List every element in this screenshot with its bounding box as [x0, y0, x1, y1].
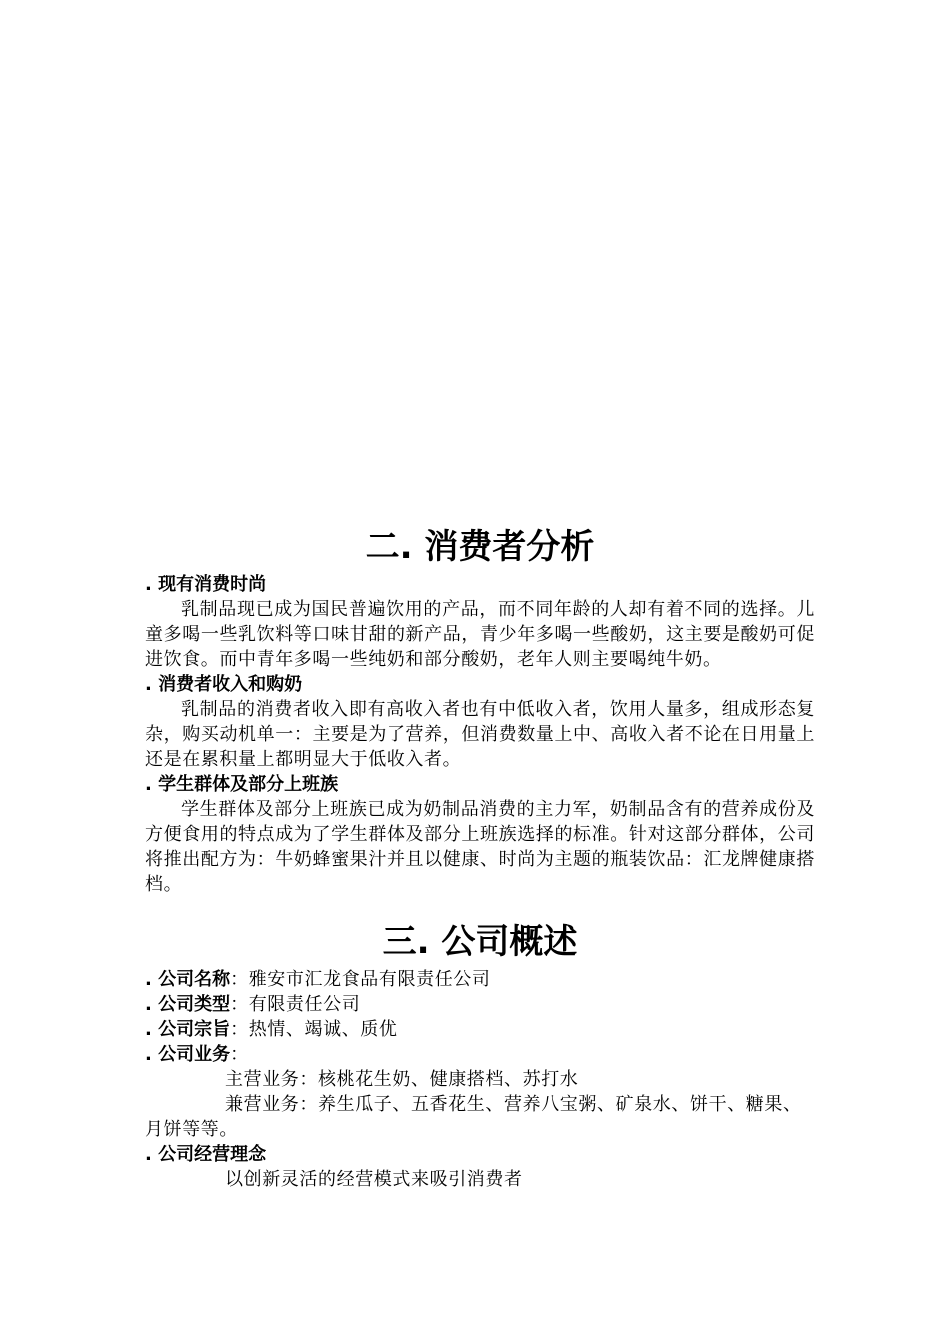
subheading-fashion: . 现有消费时尚 — [145, 574, 267, 595]
subheading-students: . 学生群体及部分上班族 — [145, 774, 339, 795]
company-name-label: . 公司名称 — [145, 969, 231, 990]
company-name-row — [145, 967, 815, 992]
philosophy-text: 以创新灵活的经营模式来吸引消费者 — [225, 1169, 523, 1190]
philosophy-label: . 公司经营理念 — [145, 1144, 267, 1165]
section-3-title: 三. 公司概述 — [382, 922, 578, 962]
company-type-label: . 公司类型 — [145, 994, 231, 1015]
company-purpose-value: ：热情、竭诚、质优 — [230, 1019, 398, 1040]
side-business-line: 兼营业务：养生瓜子、五香花生、营养八宝粥、矿泉水、饼干、糖果、月饼等等。 — [145, 1094, 802, 1140]
company-type-value: ：有限责任公司 — [230, 994, 361, 1015]
company-business-row — [145, 1042, 815, 1067]
philosophy-row — [145, 1142, 815, 1167]
document-page — [145, 522, 815, 1192]
company-purpose-label: . 公司宗旨 — [145, 1019, 231, 1040]
company-type-row — [145, 992, 815, 1017]
paragraph-fashion: 乳制品现已成为国民普遍饮用的产品，而不同年龄的人却有着不同的选择。儿童多喝一些乳饮料等口味甘甜的新产品，青少年多喝一些酸奶，这主要是酸奶可促进饮食。而中青年多喝一些纯奶和部分酸奶，老年人则主要喝纯牛奶。 — [145, 599, 815, 670]
company-name-value: ：雅安市汇龙食品有限责任公司 — [230, 969, 491, 990]
main-business-line: 主营业务：核桃花生奶、健康搭档、苏打水 — [225, 1069, 579, 1090]
company-business-colon: ： — [230, 1044, 249, 1065]
company-purpose-row — [145, 1017, 815, 1042]
section-2-title: 二. 消费者分析 — [365, 527, 595, 567]
company-business-label: . 公司业务 — [145, 1044, 231, 1065]
paragraph-income: 乳制品的消费者收入即有高收入者也有中低收入者，饮用人量多，组成形态复杂，购买动机单一：主要是为了营养，但消费数量上中、高收入者不论在日用量上还是在累积量上都明显大于低收入者。 — [145, 699, 815, 770]
paragraph-students: 学生群体及部分上班族已成为奶制品消费的主力军，奶制品含有的营养成份及方便食用的特点成为了学生群体及部分上班族选择的标准。针对这部分群体，公司将推出配方为：牛奶蜂蜜果汁并且以健康、时尚为主题的瓶装饮品：汇龙牌健康搭档。 — [145, 799, 815, 895]
subheading-income: . 消费者收入和购奶 — [145, 674, 303, 695]
